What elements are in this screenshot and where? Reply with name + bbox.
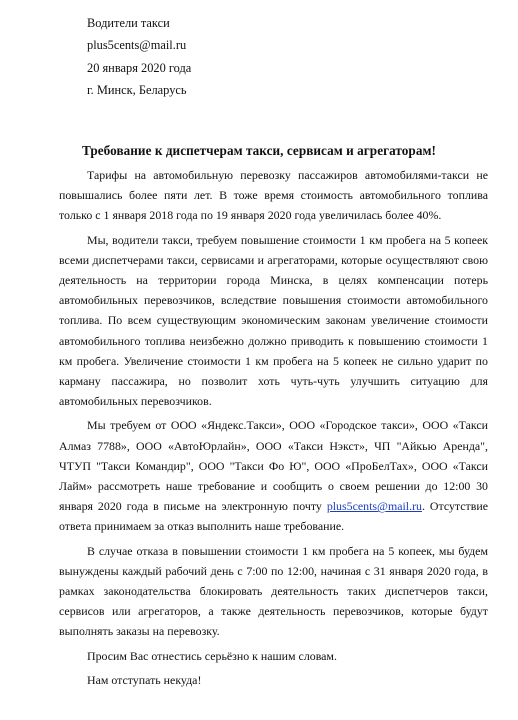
sender-location: г. Минск, Беларусь <box>87 83 187 98</box>
sender-block <box>87 12 191 102</box>
document-title: Требование к диспетчерам такси, сервисам и агрегаторам! <box>82 143 436 158</box>
paragraph-companies-end: . <box>421 499 425 514</box>
sender-name: Водители такси <box>87 16 170 30</box>
email-link[interactable]: plus5cents@mail.ru <box>326 499 422 514</box>
paragraph-companies <box>59 415 488 536</box>
paragraph-demand: Мы, водители такси, требуем повышение стоимости 1 км пробега на 5 копеек всеми диспетчерами такси, сервисами и агрегаторами, которые осуществляют свою деятельность на территории города Минска, в целях компенсации потерь автомобильных перевозчиков, вследствие повышения стоимости автомобильного топлива. По всем существующим экономическим законам увеличение стоимости автомобильного топлива неизбежно должно приводить к повышению стоимости 1 км пробега. Увеличение стоимости 1 км пробега на 5 копеек не сильно ударит по карману пассажира, но позволит хоть чуть-чуть улучшить ситуацию для автомобильных перевозчиков. <box>59 232 488 409</box>
paragraph-closing: Нам отступать некуда! <box>87 672 202 687</box>
document-body <box>59 165 488 694</box>
sender-date: 20 января 2020 года <box>87 60 192 75</box>
paragraph-request: Просим Вас отнестись серьёзно к нашим словам. <box>87 648 337 663</box>
paragraph-companies-tail: Отсутствие ответа принимаем за отказ выполнить наше требование. <box>59 499 488 534</box>
paragraph-companies-text: Мы требуем от ООО «Яндекс.Такси», ООО «Городское такси», ООО «Такси Алмаз 7788», ООО «АвтоЮрлайн», ООО «Такси Нэкст», ЧП "Айкью Аренда", ЧТУП "Такси Командир", ООО "Такси Фо Ю", ООО «ПроБелТах», ООО «Такси Лайм» рассмотреть наше требование и сообщить о своем решении до 12:00 30 января 2020 года в письме на электронную почту <box>59 418 488 514</box>
paragraph-refusal: В случае отказа в повышении стоимости 1 км пробега на 5 копеек, мы будем вынуждены каждый рабочий день с 7:00 по 12:00, начиная с 31 января 2020 года, в рамках законодательства блокировать деятельность таких диспетчеров такси, сервисов или агрегаторов, а также деятельность перевозчиков, которые будут выполнять заказы на перевозку. <box>59 543 488 639</box>
sender-email: plus5cents@mail.ru <box>87 38 187 53</box>
paragraph-tariffs: Тарифы на автомобильную перевозку пассажиров автомобилями-такси не повышались более пяти лет. В тоже время стоимость автомобильного топлива только с 1 января 2018 года по 19 января 2020 года увеличилась более 40%. <box>59 168 488 223</box>
